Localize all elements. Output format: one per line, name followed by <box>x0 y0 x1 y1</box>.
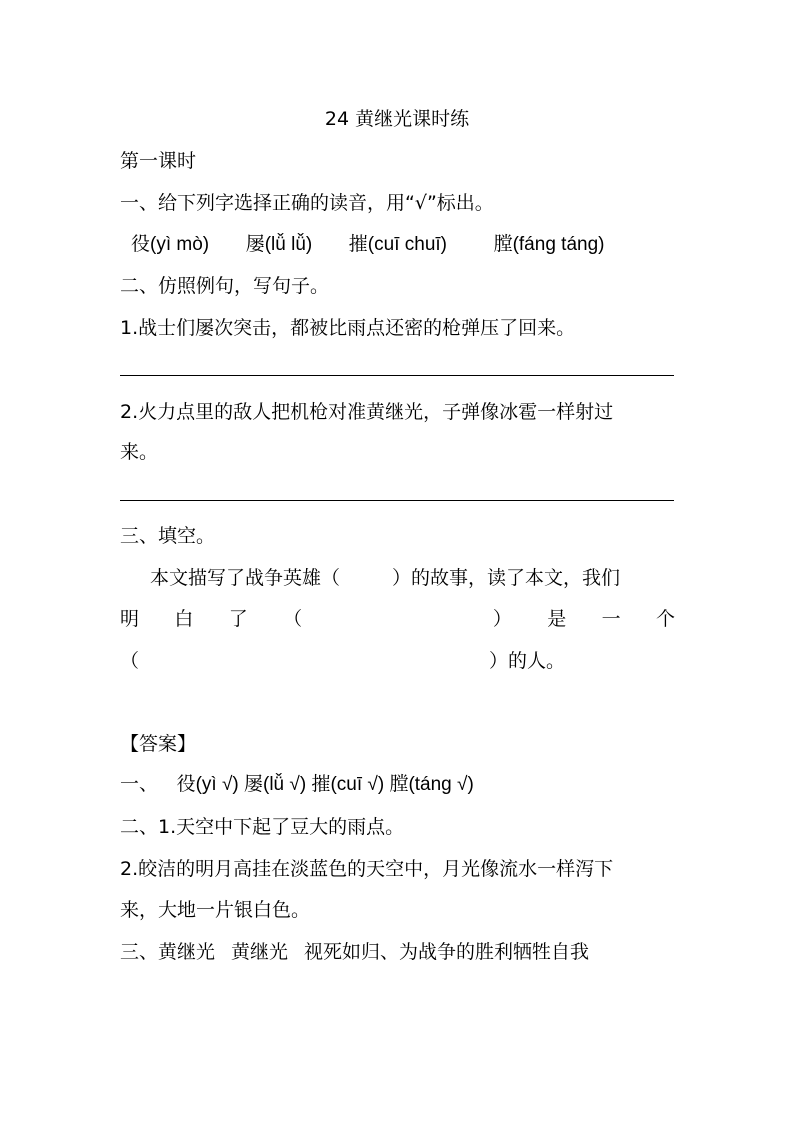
q3-line2-char: 明 <box>120 608 140 630</box>
answer-1-item: 役(yì √) <box>176 774 239 795</box>
q3-line1-start: 本文描写了战争英雄（ <box>150 567 341 589</box>
answer-line <box>120 375 674 376</box>
q3-line-3 <box>120 649 675 673</box>
q3-line2-char: ） <box>492 608 512 630</box>
q3-line2-char: 了 <box>228 608 248 630</box>
q1-item-char: 摧 <box>348 234 368 255</box>
q2-sentence-2-line2: 来。 <box>120 441 159 463</box>
q3-line2-char: 个 <box>655 608 675 630</box>
q3-line2-char: 一 <box>601 608 621 630</box>
q1-items-row <box>131 233 686 257</box>
q3-line3-end: ）的人。 <box>489 650 566 672</box>
page-title: 24 黄继光课时练 <box>324 108 470 130</box>
q1-item-char: 役 <box>131 234 151 255</box>
q3-line2-char: 白 <box>174 608 194 630</box>
q3-line-2 <box>120 607 675 631</box>
q1-item-char: 膛 <box>493 234 513 255</box>
answer-3-row <box>120 940 675 964</box>
answer-1-item: 膛(táng √) <box>389 774 474 795</box>
answer-line <box>120 500 674 501</box>
answer-1-label: 一、 <box>120 774 159 795</box>
answers-heading: 【答案】 <box>120 733 197 755</box>
answer-3-label: 三、黄继光 <box>120 941 216 963</box>
q1-item-pinyin: (cuī chuī) <box>367 234 447 255</box>
answer-3-c: 视死如归、为战争的胜利牺牲自我 <box>304 941 590 963</box>
q3-heading: 三、填空。 <box>120 525 216 547</box>
answer-1-item: 屡(lǚ √) <box>244 774 307 795</box>
q1-item-char: 屡 <box>245 234 265 255</box>
q2-heading: 二、仿照例句，写句子。 <box>120 275 330 297</box>
q3-line-1 <box>150 566 675 590</box>
answer-1-item: 摧(cuī √) <box>311 774 385 795</box>
q3-line2-char: （ <box>283 608 303 630</box>
q2-sentence-1: 1.战士们屡次突击，都被比雨点还密的枪弹压了回来。 <box>120 317 576 339</box>
lesson-label: 第一课时 <box>120 150 197 172</box>
answer-3-b: 黄继光 <box>231 941 289 963</box>
q1-item-pinyin: (yì mò) <box>150 234 210 255</box>
q1-item-pinyin: (fáng táng) <box>512 234 605 255</box>
answer-2-1: 二、1.天空中下起了豆大的雨点。 <box>120 816 405 838</box>
q1-heading: 一、给下列字选择正确的读音，用“√”标出。 <box>120 192 494 214</box>
q1-item-pinyin: (lǚ lǚ) <box>264 234 313 255</box>
q3-line3-start: （ <box>120 650 140 672</box>
answer-1-row <box>120 773 675 797</box>
answer-2-2-line1: 2.皎洁的明月高挂在淡蓝色的天空中，月光像流水一样泻下 <box>120 858 614 880</box>
answer-2-2-line2: 来，大地一片银白色。 <box>120 899 311 921</box>
q2-sentence-2-line1: 2.火力点里的敌人把机枪对准黄继光，子弹像冰雹一样射过 <box>120 401 614 423</box>
q3-line2-char: 是 <box>547 608 567 630</box>
q3-line1-end: ）的故事，读了本文，我们 <box>392 567 621 589</box>
